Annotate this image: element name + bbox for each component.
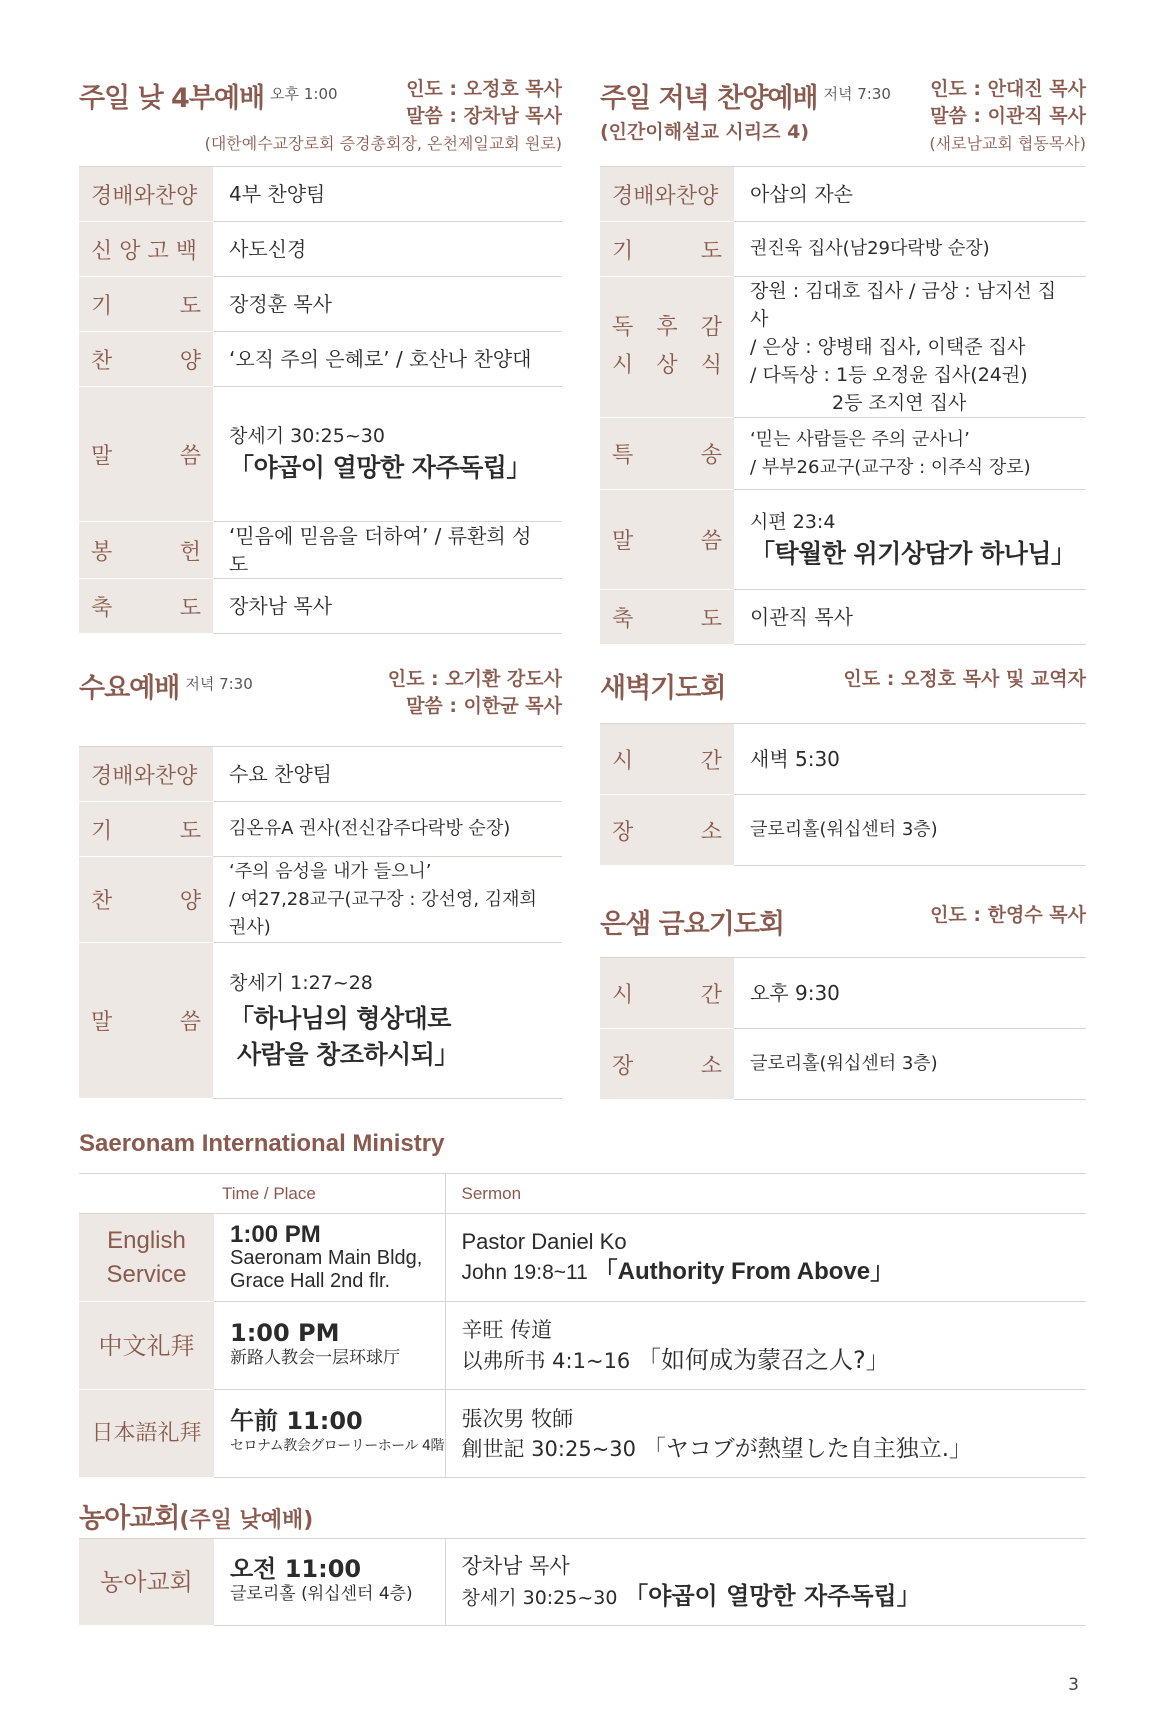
preacher-note: (대한예수교장로회 증경총회장, 온천제일교회 원로) xyxy=(204,134,562,153)
award-line: 장원 : 김대호 집사 / 금상 : 남지선 집사 xyxy=(750,280,1057,330)
service-time: 오전 11:00 xyxy=(230,1555,362,1583)
row-label: 경배와찬양 xyxy=(79,167,213,222)
row-value: 아삽의 자손 xyxy=(734,167,1086,222)
section-subtitle: (주일 낮예배) xyxy=(179,1508,314,1533)
row-value: 장정훈 목사 xyxy=(213,277,562,332)
service-time: 저녁 7:30 xyxy=(823,85,891,103)
preacher: 말씀 : 이한균 목사 xyxy=(406,695,562,717)
service-label: Service xyxy=(106,1260,187,1288)
order-of-worship xyxy=(79,166,562,634)
sunday-4th-service xyxy=(79,72,562,636)
row-label: 경배와찬양 xyxy=(600,167,734,222)
service-label: 日本語礼拜 xyxy=(79,1390,214,1478)
table-row-sermon xyxy=(79,943,562,1099)
table-row xyxy=(600,795,1086,866)
table-row xyxy=(79,222,562,277)
choir: / 여27,28교구(교구장 : 강선영, 김재희 권사) xyxy=(229,888,537,938)
table-row xyxy=(79,857,562,943)
table-row-english xyxy=(79,1214,1086,1302)
section-title: 은샘 금요기도회 xyxy=(600,909,784,940)
scripture: 시편 23:4 xyxy=(750,510,836,533)
table-row xyxy=(79,802,562,857)
service-label: English xyxy=(107,1226,186,1254)
service-label: 中文礼拜 xyxy=(79,1302,214,1390)
award-line: 2등 조지연 집사 xyxy=(832,392,967,414)
scripture: 창세기 1:27~28 xyxy=(229,971,373,994)
row-label: 장 xyxy=(612,1053,634,1079)
table-row xyxy=(600,418,1086,490)
row-label: 독 xyxy=(612,315,634,340)
award-line: / 은상 : 양병태 집사, 이택준 집사 xyxy=(750,336,1026,358)
row-value: ‘오직 주의 은혜로’ / 호산나 찬양대 xyxy=(213,332,562,387)
special-song: ‘믿는 사람들은 주의 군사니’ xyxy=(750,428,970,450)
row-label: 씀 xyxy=(179,1010,201,1035)
section-subtitle: (인간이해설교 시리즈 4) xyxy=(600,121,810,143)
scripture: 創世記 30:25~30 xyxy=(461,1436,637,1461)
table-header xyxy=(79,1174,1086,1214)
table-row xyxy=(79,747,562,802)
row-label: 송 xyxy=(700,443,722,468)
row-label: 상 xyxy=(656,353,678,378)
hymn-title: ‘주의 음성을 내가 들으니’ xyxy=(229,860,432,882)
row-label: 도 xyxy=(179,293,201,319)
table-row xyxy=(600,958,1086,1029)
row-label: 소 xyxy=(700,1053,722,1079)
table-row-sermon xyxy=(600,490,1086,590)
sermon-title: 사람을 창조하시되」 xyxy=(237,1039,459,1069)
leader: 인도 : 안대진 목사 xyxy=(930,78,1086,100)
row-label: 신 앙 고 백 xyxy=(79,222,213,277)
section-title: 주일 저녁 찬양예배 xyxy=(600,83,818,114)
row-label: 도 xyxy=(700,238,722,264)
row-label: 기 xyxy=(91,818,113,844)
section-title: 주일 낮 4부예배 xyxy=(79,83,265,114)
sermon-title: 「하나님의 형상대로 xyxy=(229,1003,451,1033)
preacher: 말씀 : 장차남 목사 xyxy=(406,105,562,127)
section-title: Saeronam International Ministry xyxy=(79,1130,445,1157)
sermon-title: 「如何成为蒙召之人?」 xyxy=(636,1346,890,1374)
col-header-sermon: Sermon xyxy=(445,1174,1086,1214)
table-row xyxy=(79,332,562,387)
service-label: 농아교회 xyxy=(79,1539,214,1626)
row-value: 새벽 5:30 xyxy=(734,724,1086,795)
schedule-table xyxy=(600,723,1086,866)
leader: 인도 : 한영수 목사 xyxy=(930,904,1086,926)
row-label: 씀 xyxy=(179,443,201,469)
row-label: 특 xyxy=(612,443,634,468)
table-row xyxy=(600,590,1086,645)
row-label: 양 xyxy=(179,348,201,374)
row-value: ‘믿음에 믿음을 더하여’ / 류환희 성도 xyxy=(213,522,562,579)
service-time: 1:00 PM xyxy=(230,1221,321,1248)
row-label: 양 xyxy=(179,889,201,914)
dawn-prayer xyxy=(600,662,1086,868)
table-row xyxy=(79,167,562,222)
table-row xyxy=(79,579,562,634)
sermon-title: 「야곱이 열망한 자주독립」 xyxy=(624,1582,921,1610)
international-table xyxy=(79,1173,1086,1478)
row-label: 찬 xyxy=(91,889,113,914)
section-title: 새벽기도회 xyxy=(600,673,726,704)
row-label: 간 xyxy=(700,748,722,774)
table-row-chinese xyxy=(79,1302,1086,1390)
row-value: 글로리홀(워십센터 3층) xyxy=(734,795,1086,866)
row-value: 이관직 목사 xyxy=(734,590,1086,645)
service-place: Saeronam Main Bldg, xyxy=(230,1247,423,1269)
row-label: 봉 xyxy=(91,539,113,565)
row-label: 후 xyxy=(656,315,678,340)
service-time: 오후 1:00 xyxy=(270,85,338,103)
sermon-title: 「Authority From Above」 xyxy=(593,1258,895,1285)
leader: 인도 : 오기환 강도사 xyxy=(387,668,562,690)
friday-prayer xyxy=(600,898,1086,1104)
service-place: 글로리홀 (워십센터 4층) xyxy=(230,1584,413,1604)
row-label: 기 xyxy=(91,293,113,319)
table-row xyxy=(79,1539,1086,1626)
row-label: 식 xyxy=(700,353,722,378)
preacher-note: (새로남교회 협동목사) xyxy=(929,134,1086,153)
international-ministry xyxy=(79,1130,1086,1482)
preacher: Pastor Daniel Ko xyxy=(461,1229,627,1254)
table-row xyxy=(600,222,1086,277)
table-row xyxy=(79,277,562,332)
page-number: 3 xyxy=(1068,1675,1079,1695)
award-line: / 다독상 : 1등 오정윤 집사(24권) xyxy=(750,364,1028,386)
row-label: 도 xyxy=(179,595,201,621)
sermon-title: 「탁월한 위기상담가 하나님」 xyxy=(750,538,1076,568)
scripture: John 19:8~11 xyxy=(461,1261,588,1284)
row-label: 감 xyxy=(700,315,722,340)
service-place: Grace Hall 2nd flr. xyxy=(230,1270,391,1292)
row-value: 장차남 목사 xyxy=(213,579,562,634)
deaf-church-table xyxy=(79,1538,1086,1626)
row-value: 글로리홀(워십센터 3층) xyxy=(734,1029,1086,1100)
row-label: 장 xyxy=(612,819,634,845)
row-label: 찬 xyxy=(91,348,113,374)
wednesday-service xyxy=(79,662,562,1102)
deaf-church xyxy=(79,1496,1086,1626)
row-label: 시 xyxy=(612,353,634,378)
service-time: 저녁 7:30 xyxy=(185,675,253,693)
table-row-sermon xyxy=(79,387,562,522)
table-row xyxy=(600,277,1086,418)
row-label: 경배와찬양 xyxy=(79,747,213,802)
order-of-worship xyxy=(79,746,562,1099)
leader: 인도 : 오정호 목사 xyxy=(406,78,562,100)
service-time: 1:00 PM xyxy=(230,1318,340,1347)
section-title: 농아교회 xyxy=(79,1503,180,1534)
row-label: 간 xyxy=(700,982,722,1008)
table-row-japanese xyxy=(79,1390,1086,1478)
row-label: 말 xyxy=(91,1010,113,1035)
row-label: 시 xyxy=(612,982,634,1008)
preacher: 張次男 牧師 xyxy=(461,1406,574,1431)
schedule-table xyxy=(600,957,1086,1100)
table-row xyxy=(600,167,1086,222)
row-label: 축 xyxy=(612,606,634,632)
row-value: 오후 9:30 xyxy=(734,958,1086,1029)
sermon-title: 「ヤコブが熱望した自主独立.」 xyxy=(642,1435,973,1462)
service-place: セロナム教会グローリーホール 4階 xyxy=(230,1437,444,1454)
row-value: 수요 찬양팀 xyxy=(213,747,562,802)
row-value: 김온유A 권사(전신갑주다락방 순장) xyxy=(213,802,562,857)
row-value: 4부 찬양팀 xyxy=(213,167,562,222)
sunday-evening-service xyxy=(600,72,1086,636)
row-label: 헌 xyxy=(179,539,201,565)
col-header-time: Time / Place xyxy=(214,1174,445,1214)
row-label: 도 xyxy=(700,606,722,632)
row-label: 소 xyxy=(700,819,722,845)
service-place: 新路人教会一层环球厅 xyxy=(230,1347,400,1368)
section-title: 수요예배 xyxy=(79,673,180,704)
row-label: 도 xyxy=(179,818,201,844)
preacher: 辛旺 传道 xyxy=(461,1318,553,1342)
row-label: 기 xyxy=(612,238,634,264)
preacher: 말씀 : 이관직 목사 xyxy=(930,105,1086,127)
scripture: 以弗所书 4:1~16 xyxy=(461,1349,631,1373)
leader: 인도 : 오정호 목사 및 교역자 xyxy=(843,668,1086,690)
row-label: 축 xyxy=(91,595,113,621)
order-of-worship xyxy=(600,166,1086,645)
table-row xyxy=(79,522,562,579)
service-time: 午前 11:00 xyxy=(230,1406,363,1435)
table-row xyxy=(600,724,1086,795)
row-label: 말 xyxy=(91,443,113,469)
row-value: 권진욱 집사(남29다락방 순장) xyxy=(734,222,1086,277)
sermon-title: 「야곱이 열망한 자주독립」 xyxy=(229,453,531,482)
table-row xyxy=(600,1029,1086,1100)
preacher: 장차남 목사 xyxy=(461,1554,570,1578)
row-value: 사도신경 xyxy=(213,222,562,277)
scripture: 창세기 30:25~30 xyxy=(229,425,385,447)
row-label: 말 xyxy=(612,529,634,554)
row-label: 씀 xyxy=(700,529,722,554)
row-label: 시 xyxy=(612,748,634,774)
special-performer: / 부부26교구(교구장 : 이주식 장로) xyxy=(750,456,1031,478)
scripture: 창세기 30:25~30 xyxy=(461,1587,618,1609)
